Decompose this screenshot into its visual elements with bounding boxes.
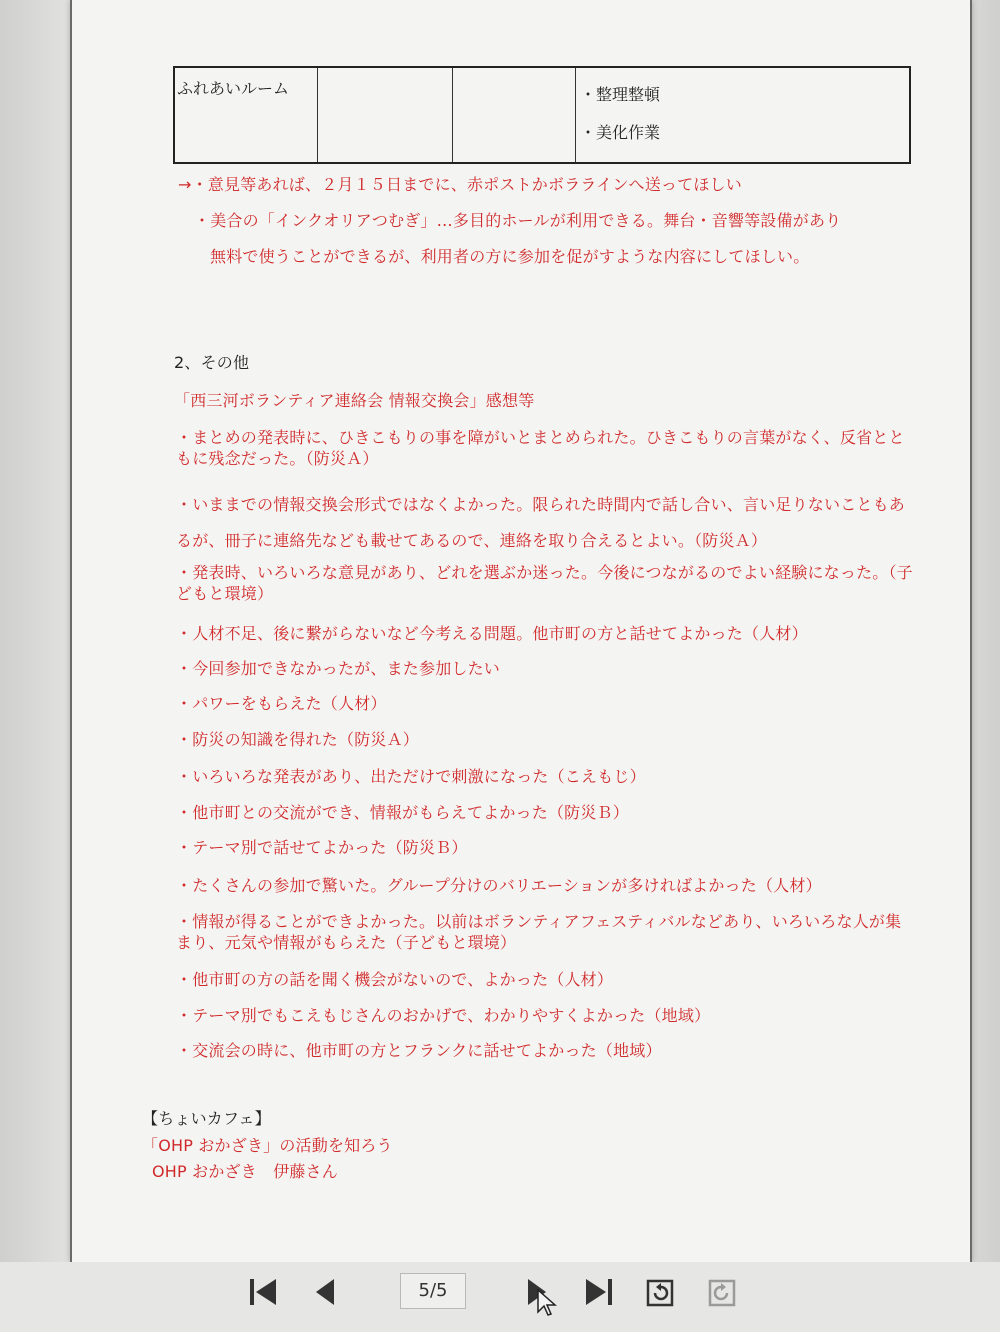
list-item: ・発表時、いろいろな意見があり、どれを選ぶか迷った。今後につながるのでよい経験になった。（子どもと環境）: [176, 563, 913, 603]
rotate-left-icon[interactable]: [644, 1275, 678, 1309]
list-item: ・他市町との交流ができ、情報がもらえてよかった（防災Ｂ）: [176, 803, 629, 822]
section-heading: 2、その他: [174, 353, 250, 372]
viewer-toolbar: [0, 1262, 1000, 1332]
list-item: ・いろいろな発表があり、出ただけで刺激になった（こえもじ）: [176, 767, 646, 786]
empty-cell: [318, 67, 453, 163]
last-page-icon[interactable]: [582, 1275, 616, 1309]
list-item: ・今回参加できなかったが、また参加したい: [176, 659, 501, 678]
note-line: 無料で使うことができるが、利用者の方に参加を促がすような内容にしてほしい。: [210, 247, 810, 266]
note-line: →・意見等あれば、２月１５日までに、赤ポストかボララインへ送ってほしい: [178, 175, 742, 194]
empty-cell: [453, 67, 576, 163]
list-item: ・パワーをもらえた（人材）: [176, 694, 387, 713]
mouse-cursor-icon: [536, 1288, 558, 1318]
table-row: [174, 67, 910, 163]
cafe-heading: 【ちょいカフェ】: [142, 1109, 271, 1128]
rotate-right-icon[interactable]: [706, 1275, 740, 1309]
task-item: ・整理整頓: [580, 85, 661, 104]
list-item: ・防災の知識を得れた（防災Ａ）: [176, 730, 420, 749]
section-subheading: 「西三河ボランティア連絡会 情報交換会」感想等: [174, 391, 535, 410]
list-item: ・いままでの情報交換会形式ではなくよかった。限られた時間内で話し合い、言い足りないこともあるが、冊子に連絡先なども載せてあるので、連絡を取り合えるとよい。（防災Ａ）: [176, 495, 906, 550]
list-item: ・人材不足、後に繋がらないなど今考える問題。他市町の方と話せてよかった（人材）: [176, 624, 808, 643]
list-item: ・テーマ別でもこえもじさんのおかげで、わかりやすくよかった（地域）: [176, 1006, 711, 1025]
note-line: ・美合の「インクオリアつむぎ」…多目的ホールが利用できる。舞台・音響等設備があり: [194, 211, 842, 230]
cafe-speaker: OHP おかざき 伊藤さん: [152, 1162, 338, 1181]
list-item: ・情報が得ることができよかった。以前はボランティアフェスティバルなどあり、いろいろな人が集まり、元気や情報がもらえた（子どもと環境）: [176, 912, 902, 952]
task-item: ・美化作業: [580, 123, 661, 142]
first-page-icon[interactable]: [246, 1275, 280, 1309]
list-item: ・交流会の時に、他市町の方とフランクに話せてよかった（地域）: [176, 1041, 662, 1060]
task-table: [173, 66, 911, 164]
task-cell: [576, 67, 911, 163]
page-indicator[interactable]: 5/5: [400, 1273, 466, 1309]
list-item: ・たくさんの参加で驚いた。グループ分けのバリエーションが多ければよかった（人材）: [176, 876, 822, 895]
list-item: ・他市町の方の話を聞く機会がないので、よかった（人材）: [176, 970, 614, 989]
list-item: ・テーマ別で話せてよかった（防災Ｂ）: [176, 838, 468, 857]
document-page: [70, 0, 972, 1262]
previous-page-icon[interactable]: [310, 1275, 340, 1309]
room-cell: ふれあいルーム: [174, 67, 318, 163]
cafe-title: 「OHP おかざき」の活動を知ろう: [142, 1136, 393, 1155]
list-item: ・まとめの発表時に、ひきこもりの事を障がいとまとめられた。ひきこもりの言葉がなく、反省とともに残念だった。（防災Ａ）: [176, 428, 905, 468]
